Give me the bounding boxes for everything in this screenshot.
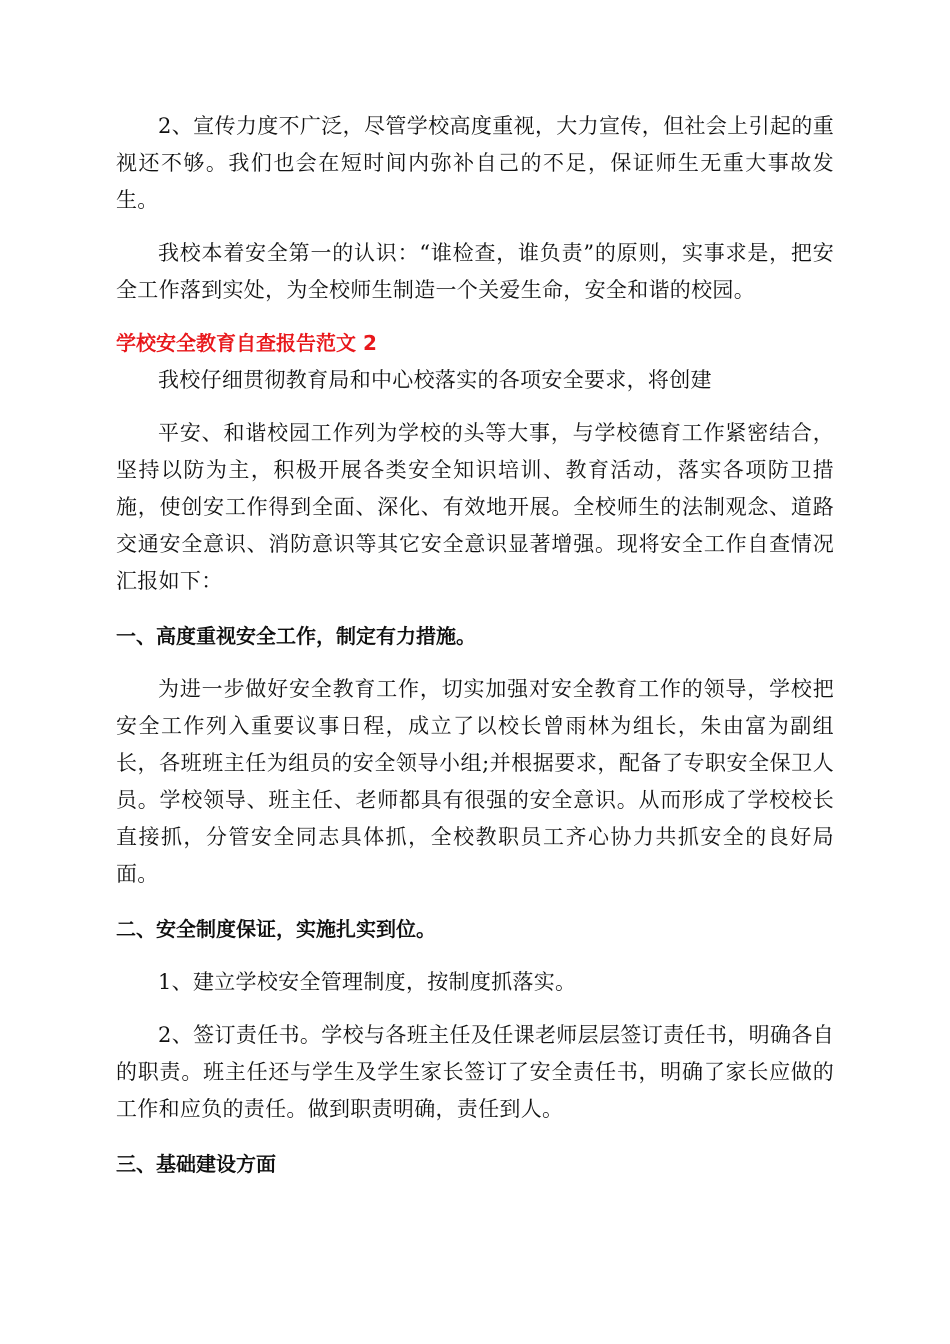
spacer [116, 600, 834, 618]
heading-section-three: 三、基础建设方面 [116, 1152, 276, 1176]
heading-section-one: 一、高度重视安全工作，制定有力措施。 [116, 624, 476, 648]
spacer [116, 399, 834, 415]
paragraph-promotion-shortfall: 2、宣传力度不广泛，尽管学校高度重视，大力宣传，但社会上引起的重视还不够。我们也会在短时间内弥补自己的不足，保证师生无重大事故发生。 [116, 114, 834, 212]
paragraph-responsibility-letter: 2、签订责任书。学校与各班主任及任课老师层层签订责任书，明确各自的职责。班主任还与学生及学生家长签订了安全责任书，明确了家长应做的工作和应负的责任。做到职责明确，责任到人。 [116, 1023, 834, 1121]
spacer [116, 309, 834, 325]
paragraph-management-system: 1、建立学校安全管理制度，按制度抓落实。 [158, 970, 577, 994]
heading-section-two: 二、安全制度保证，实施扎实到位。 [116, 917, 436, 941]
paragraph-intro-line: 我校仔细贯彻教育局和中心校落实的各项安全要求，将创建 [158, 368, 712, 392]
spacer [116, 655, 834, 671]
spacer [116, 1001, 834, 1017]
spacer [116, 948, 834, 964]
paragraph-leadership: 为进一步做好安全教育工作，切实加强对安全教育工作的领导，学校把安全工作列入重要议事日程，成立了以校长曾雨林为组长，朱由富为副组长，各班班主任为组员的安全领导小组;并根据要求，配备了专职安全保卫人员。学校领导、班主任、老师都具有很强的安全意识。从而形成了学校校长直接抓，分管安全同志具体抓，全校教职员工齐心协力共抓安全的良好局面。 [116, 677, 834, 886]
spacer [116, 219, 834, 235]
paragraph-safety-principle: 我校本着安全第一的认识：“谁检查，谁负责”的原则，实事求是，把安全工作落到实处，为全校师生制造一个关爱生命，安全和谐的校园。 [116, 241, 834, 302]
document-body [116, 108, 834, 1183]
paragraph-intro-body: 平安、和谐校园工作列为学校的头等大事，与学校德育工作紧密结合，坚持以防为主，积极开展各类安全知识培训、教育活动，落实各项防卫措施，使创安工作得到全面、深化、有效地开展。全校师生的法制观念、道路交通安全意识、消防意识等其它安全意识显著增强。现将安全工作自查情况汇报如下： [116, 421, 834, 593]
spacer [116, 1128, 834, 1146]
spacer [116, 893, 834, 911]
section-title: 学校安全教育自查报告范文 2 [116, 331, 377, 355]
